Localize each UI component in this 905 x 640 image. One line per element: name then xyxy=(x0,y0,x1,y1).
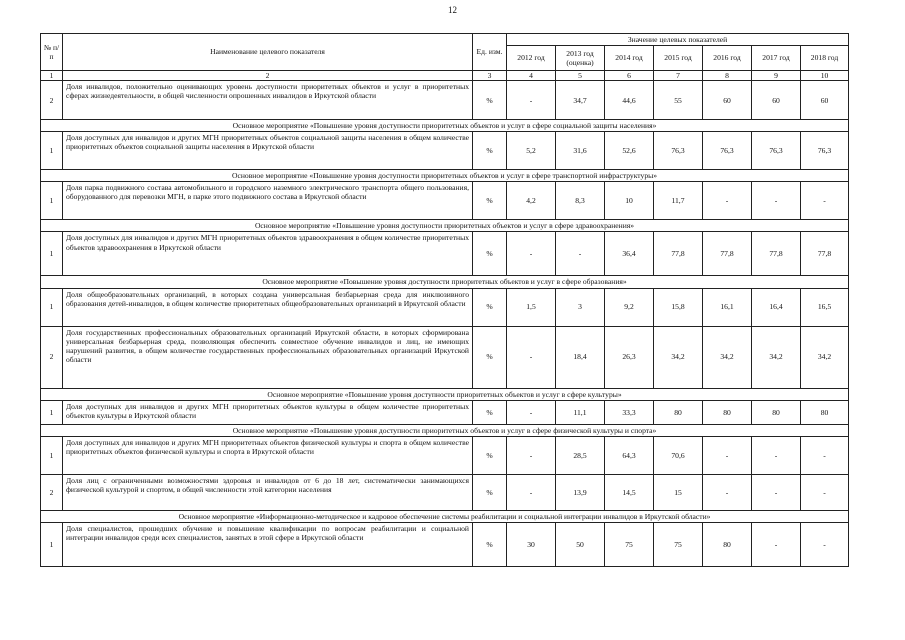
value-cell: - xyxy=(801,182,849,220)
section-title: Основное мероприятие «Повышение уровня доступности приоритетных объектов и услуг в сфере социальной защиты населения» xyxy=(41,120,849,132)
section-title: Основное мероприятие «Повышение уровня доступности приоритетных объектов и услуг в сфере транспортной инфраструктуры» xyxy=(41,170,849,182)
value-cell: 13,9 xyxy=(556,474,605,510)
value-cell: 15,8 xyxy=(654,288,703,326)
value-cell: - xyxy=(752,182,801,220)
value-cell: 76,3 xyxy=(703,132,752,170)
header-name: Наименование целевого показателя xyxy=(63,34,473,71)
section-row xyxy=(41,276,849,288)
value-cell: 75 xyxy=(654,522,703,566)
value-cell: - xyxy=(507,474,556,510)
section-row xyxy=(41,120,849,132)
value-cell: 28,5 xyxy=(556,436,605,474)
value-cell: 80 xyxy=(703,522,752,566)
value-cell: 34,2 xyxy=(654,326,703,388)
value-cell: 64,3 xyxy=(605,436,654,474)
value-cell: 9,2 xyxy=(605,288,654,326)
column-number: 3 xyxy=(473,71,507,81)
column-number: 10 xyxy=(801,71,849,81)
value-cell: 4,2 xyxy=(507,182,556,220)
value-cell: 3 xyxy=(556,288,605,326)
unit-cell: % xyxy=(473,326,507,388)
value-cell: - xyxy=(801,436,849,474)
value-cell: - xyxy=(801,474,849,510)
row-number: 2 xyxy=(41,326,63,388)
value-cell: 60 xyxy=(752,81,801,120)
column-number: 6 xyxy=(605,71,654,81)
row-number: 1 xyxy=(41,400,63,424)
indicator-row xyxy=(41,522,849,566)
indicator-name: Доля доступных для инвалидов и других МГН приоритетных объектов физической культуры и спорта в общем количестве приоритетных объектов физической культуры и спорта в Иркутской области xyxy=(63,436,473,474)
value-cell: 80 xyxy=(752,400,801,424)
value-cell: - xyxy=(507,326,556,388)
header-year: 2016 год xyxy=(703,46,752,71)
value-cell: 26,3 xyxy=(605,326,654,388)
value-cell: 5,2 xyxy=(507,132,556,170)
value-cell: 75 xyxy=(605,522,654,566)
value-cell: 77,8 xyxy=(752,232,801,276)
section-title: Основное мероприятие «Повышение уровня доступности приоритетных объектов и услуг в сфере здравоохранения» xyxy=(41,220,849,232)
value-cell: 44,6 xyxy=(605,81,654,120)
row-number: 2 xyxy=(41,81,63,120)
header-year: 2015 год xyxy=(654,46,703,71)
unit-cell: % xyxy=(473,288,507,326)
section-row xyxy=(41,424,849,436)
value-cell: 30 xyxy=(507,522,556,566)
value-cell: 34,2 xyxy=(703,326,752,388)
value-cell: 50 xyxy=(556,522,605,566)
section-row xyxy=(41,170,849,182)
value-cell: 11,1 xyxy=(556,400,605,424)
value-cell: 18,4 xyxy=(556,326,605,388)
value-cell: 70,6 xyxy=(654,436,703,474)
value-cell: 76,3 xyxy=(801,132,849,170)
section-title: Основное мероприятие «Повышение уровня доступности приоритетных объектов и услуг в сфере культуры» xyxy=(41,388,849,400)
unit-cell: % xyxy=(473,132,507,170)
column-number: 8 xyxy=(703,71,752,81)
header-values-group: Значение целевых показателей xyxy=(507,34,849,46)
row-number: 1 xyxy=(41,182,63,220)
value-cell: 14,5 xyxy=(605,474,654,510)
indicator-name: Доля специалистов, прошедших обучение и повышение квалификации по вопросам реабилитации и социальной интеграции инвалидов среди всех специалистов, занятых в этой сфере в Иркутской области xyxy=(63,522,473,566)
indicator-name: Доля инвалидов, положительно оценивающих уровень доступности приоритетных объектов и услуг в приоритетных сферах жизнедеятельности, в общей численности опрошенных инвалидов в Иркутской области xyxy=(63,81,473,120)
value-cell: 16,4 xyxy=(752,288,801,326)
column-number: 2 xyxy=(63,71,473,81)
value-cell: 16,5 xyxy=(801,288,849,326)
section-row xyxy=(41,510,849,522)
value-cell: 55 xyxy=(654,81,703,120)
column-number: 1 xyxy=(41,71,63,81)
indicator-name: Доля лиц с ограниченными возможностями здоровья и инвалидов от 6 до 18 лет, систематически занимающихся физической культурой и спортом, в общей численности этой категории населения xyxy=(63,474,473,510)
header-year: 2013 год (оценка) xyxy=(556,46,605,71)
unit-cell: % xyxy=(473,522,507,566)
indicator-row xyxy=(41,436,849,474)
value-cell: 36,4 xyxy=(605,232,654,276)
unit-cell: % xyxy=(473,400,507,424)
row-number: 1 xyxy=(41,288,63,326)
value-cell: - xyxy=(507,232,556,276)
value-cell: - xyxy=(556,232,605,276)
value-cell: - xyxy=(801,522,849,566)
value-cell: 80 xyxy=(654,400,703,424)
value-cell: 60 xyxy=(801,81,849,120)
indicator-row xyxy=(41,182,849,220)
value-cell: - xyxy=(507,400,556,424)
row-number: 1 xyxy=(41,436,63,474)
unit-cell: % xyxy=(473,232,507,276)
value-cell: - xyxy=(752,436,801,474)
header-num: № п/п xyxy=(41,34,63,71)
unit-cell: % xyxy=(473,436,507,474)
value-cell: 34,2 xyxy=(752,326,801,388)
section-row xyxy=(41,388,849,400)
value-cell: - xyxy=(703,474,752,510)
indicator-name: Доля государственных профессиональных образовательных организаций Иркутской области, в которых сформирована универсальная безбарьерная среда, позволяющая обеспечить совместное обучение инвалидов и лиц, не имеющих нарушений развития, в общем количестве государственных профессиональных образовательных организаций Иркутской области xyxy=(63,326,473,388)
indicator-name: Доля доступных для инвалидов и других МГН приоритетных объектов здравоохранения в общем количестве приоритетных объектов здравоохранения в Иркутской области xyxy=(63,232,473,276)
indicator-row xyxy=(41,232,849,276)
header-year: 2018 год xyxy=(801,46,849,71)
column-number: 7 xyxy=(654,71,703,81)
section-title: Основное мероприятие «Повышение уровня доступности приоритетных объектов и услуг в сфере образования» xyxy=(41,276,849,288)
value-cell: 8,3 xyxy=(556,182,605,220)
value-cell: 16,1 xyxy=(703,288,752,326)
indicator-name: Доля доступных для инвалидов и других МГН приоритетных объектов социальной защиты населения в общем количестве приоритетных объектов социальной защиты населения в Иркутской области xyxy=(63,132,473,170)
value-cell: 77,8 xyxy=(703,232,752,276)
value-cell: 31,6 xyxy=(556,132,605,170)
row-number: 2 xyxy=(41,474,63,510)
value-cell: - xyxy=(507,436,556,474)
unit-cell: % xyxy=(473,81,507,120)
value-cell: 1,5 xyxy=(507,288,556,326)
value-cell: 10 xyxy=(605,182,654,220)
header-unit: Ед. изм. xyxy=(473,34,507,71)
target-indicators-table xyxy=(40,33,849,567)
indicator-row xyxy=(41,474,849,510)
value-cell: 52,6 xyxy=(605,132,654,170)
row-number: 1 xyxy=(41,522,63,566)
column-number-row xyxy=(41,71,849,81)
value-cell: 76,3 xyxy=(654,132,703,170)
value-cell: 76,3 xyxy=(752,132,801,170)
value-cell: 33,3 xyxy=(605,400,654,424)
indicator-row xyxy=(41,132,849,170)
indicator-name: Доля доступных для инвалидов и других МГН приоритетных объектов культуры в общем количестве приоритетных объектов культуры в Иркутской области xyxy=(63,400,473,424)
page-number: 12 xyxy=(448,5,457,15)
value-cell: - xyxy=(703,182,752,220)
indicator-row xyxy=(41,400,849,424)
value-cell: 60 xyxy=(703,81,752,120)
header-year: 2012 год xyxy=(507,46,556,71)
section-row xyxy=(41,220,849,232)
value-cell: 77,8 xyxy=(801,232,849,276)
indicator-row xyxy=(41,326,849,388)
header-year: 2017 год xyxy=(752,46,801,71)
unit-cell: % xyxy=(473,182,507,220)
value-cell: - xyxy=(703,436,752,474)
value-cell: - xyxy=(752,474,801,510)
value-cell: 11,7 xyxy=(654,182,703,220)
unit-cell: % xyxy=(473,474,507,510)
value-cell: - xyxy=(752,522,801,566)
indicator-row xyxy=(41,81,849,120)
indicator-row xyxy=(41,288,849,326)
indicator-name: Доля общеобразовательных организаций, в которых создана универсальная безбарьерная среда для инклюзивного образования детей-инвалидов, в общем количестве приоритетных общеобразовательных организаций в Иркутской области xyxy=(63,288,473,326)
column-number: 5 xyxy=(556,71,605,81)
row-number: 1 xyxy=(41,132,63,170)
row-number: 1 xyxy=(41,232,63,276)
indicator-name: Доля парка подвижного состава автомобильного и городского наземного электрического транспорта общего пользования, оборудованного для перевозки МГН, в парке этого подвижного состава в Иркутской области xyxy=(63,182,473,220)
value-cell: 80 xyxy=(801,400,849,424)
value-cell: 34,2 xyxy=(801,326,849,388)
section-title: Основное мероприятие «Повышение уровня доступности приоритетных объектов и услуг в сфере физической культуры и спорта» xyxy=(41,424,849,436)
column-number: 9 xyxy=(752,71,801,81)
value-cell: 34,7 xyxy=(556,81,605,120)
column-number: 4 xyxy=(507,71,556,81)
value-cell: - xyxy=(507,81,556,120)
header-year: 2014 год xyxy=(605,46,654,71)
value-cell: 15 xyxy=(654,474,703,510)
value-cell: 80 xyxy=(703,400,752,424)
value-cell: 77,8 xyxy=(654,232,703,276)
section-title: Основное мероприятие «Информационно-методическое и кадровое обеспечение системы реабилитации и социальной интеграции инвалидов в Иркутской области» xyxy=(41,510,849,522)
